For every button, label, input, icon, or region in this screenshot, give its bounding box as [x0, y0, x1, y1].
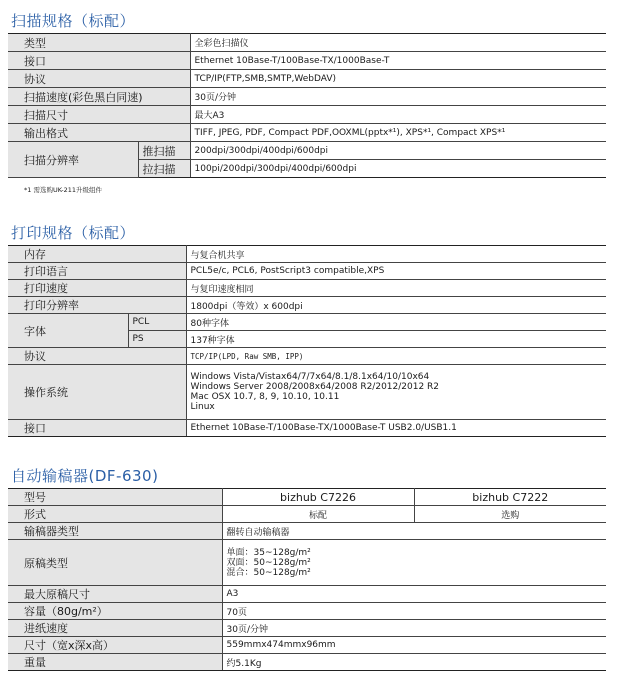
row-value: 最大A3 — [190, 106, 606, 124]
row-label: 输稿器类型 — [8, 523, 222, 540]
row-label: 内存 — [8, 246, 186, 263]
os-line: Linux — [190, 402, 215, 412]
table-row — [8, 420, 606, 437]
table-row — [8, 246, 606, 263]
row-label: 打印分辨率 — [8, 297, 186, 314]
orig-line: 双面：50~128g/m² — [226, 557, 311, 568]
row-label: 型号 — [8, 489, 222, 506]
model-b: bizhub C7222 — [414, 489, 606, 506]
row-label: 打印速度 — [8, 280, 186, 297]
row-label: 打印语言 — [8, 263, 186, 280]
table-row — [8, 348, 606, 365]
row-label: 接口 — [8, 52, 190, 70]
row-label: 形式 — [8, 506, 222, 523]
row-label: 扫描尺寸 — [8, 106, 190, 124]
table-row — [8, 314, 606, 331]
row-label: 字体 — [8, 314, 128, 348]
row-value: 559mmx474mmx96mm — [222, 637, 606, 654]
row-value: TCP/IP(LPD, Raw SMB, IPP) — [186, 348, 606, 365]
row-label: 协议 — [8, 348, 186, 365]
row-value: 30页/分钟 — [222, 620, 606, 637]
table-row — [8, 34, 606, 52]
row-label: 进纸速度 — [8, 620, 222, 637]
row-label: 原稿类型 — [8, 540, 222, 586]
model-a: bizhub C7226 — [222, 489, 414, 506]
adf-spec-title: 自动输稿器(DF-630) — [11, 467, 159, 485]
row-value: 1800dpi（等效）x 600dpi — [186, 297, 606, 314]
print-spec-table — [8, 245, 606, 437]
table-row — [8, 263, 606, 280]
row-label: 重量 — [8, 654, 222, 671]
row-label: 操作系统 — [8, 365, 186, 420]
os-line: Mac OSX 10.7, 8, 9, 10.10, 10.11 — [190, 392, 340, 402]
table-row — [8, 365, 606, 420]
row-value: TIFF, JPEG, PDF, Compact PDF,OOXML(pptx*¹), XPS*¹, Compact XPS*¹ — [190, 124, 606, 142]
row-value: 与复合机共享 — [186, 246, 606, 263]
row-label: 最大原稿尺寸 — [8, 586, 222, 603]
table-row — [8, 70, 606, 88]
table-row — [8, 297, 606, 314]
table-row — [8, 280, 606, 297]
row-value: 200dpi/300dpi/400dpi/600dpi — [190, 142, 606, 160]
table-row — [8, 52, 606, 70]
row-value: 全彩色扫描仪 — [190, 34, 606, 52]
row-label: 协议 — [8, 70, 190, 88]
print-spec-title: 打印规格（标配） — [11, 224, 136, 242]
table-row — [8, 142, 606, 160]
row-label: 扫描分辨率 — [8, 142, 138, 178]
table-row — [8, 620, 606, 637]
scan-footnote: *1 需选购UK-211升级组件 — [24, 186, 103, 194]
table-row — [8, 603, 606, 620]
row-value: 100pi/200dpi/300dpi/400dpi/600dpi — [190, 160, 606, 178]
table-row — [8, 506, 606, 523]
table-row — [8, 540, 606, 586]
row-value: A3 — [222, 586, 606, 603]
orig-line: 混合：50~128g/m² — [226, 567, 311, 578]
row-value: 与复印速度相同 — [186, 280, 606, 297]
scan-spec-table — [8, 33, 606, 178]
row-value: 80种字体 — [186, 314, 606, 331]
sub-label: PS — [128, 331, 186, 348]
table-row — [8, 654, 606, 671]
row-value — [222, 540, 606, 586]
sub-label: PCL — [128, 314, 186, 331]
sub-label: 推扫描 — [138, 142, 190, 160]
row-value: 30页/分钟 — [190, 88, 606, 106]
scan-spec-title: 扫描规格（标配） — [11, 12, 136, 30]
row-label: 扫描速度(彩色黑白同速) — [8, 88, 190, 106]
row-value — [186, 365, 606, 420]
os-line: Windows Vista/Vistax64/7/7x64/8.1/8.1x64/10/10x64 — [190, 372, 430, 382]
row-label: 容量（80g/m²） — [8, 603, 222, 620]
row-value: PCL5e/c, PCL6, PostScript3 compatible,XPS — [186, 263, 606, 280]
table-row — [8, 88, 606, 106]
row-label: 类型 — [8, 34, 190, 52]
form-b: 选购 — [414, 506, 606, 523]
row-label: 接口 — [8, 420, 186, 437]
table-row — [8, 489, 606, 506]
row-label: 输出格式 — [8, 124, 190, 142]
orig-line: 单面：35~128g/m² — [226, 547, 311, 558]
row-value: 约5.1Kg — [222, 654, 606, 671]
adf-spec-table — [8, 488, 606, 671]
table-row — [8, 586, 606, 603]
table-row — [8, 637, 606, 654]
table-row — [8, 523, 606, 540]
sub-label: 拉扫描 — [138, 160, 190, 178]
table-row — [8, 124, 606, 142]
os-line: Windows Server 2008/2008x64/2008 R2/2012/2012 R2 — [190, 382, 440, 392]
form-a: 标配 — [222, 506, 414, 523]
row-label: 尺寸（宽x深x高） — [8, 637, 222, 654]
row-value: Ethernet 10Base-T/100Base-TX/1000Base-T — [190, 52, 606, 70]
row-value: 70页 — [222, 603, 606, 620]
table-row — [8, 106, 606, 124]
row-value: Ethernet 10Base-T/100Base-TX/1000Base-T USB2.0/USB1.1 — [186, 420, 606, 437]
row-value: 翻转自动输稿器 — [222, 523, 606, 540]
row-value: TCP/IP(FTP,SMB,SMTP,WebDAV) — [190, 70, 606, 88]
row-value: 137种字体 — [186, 331, 606, 348]
